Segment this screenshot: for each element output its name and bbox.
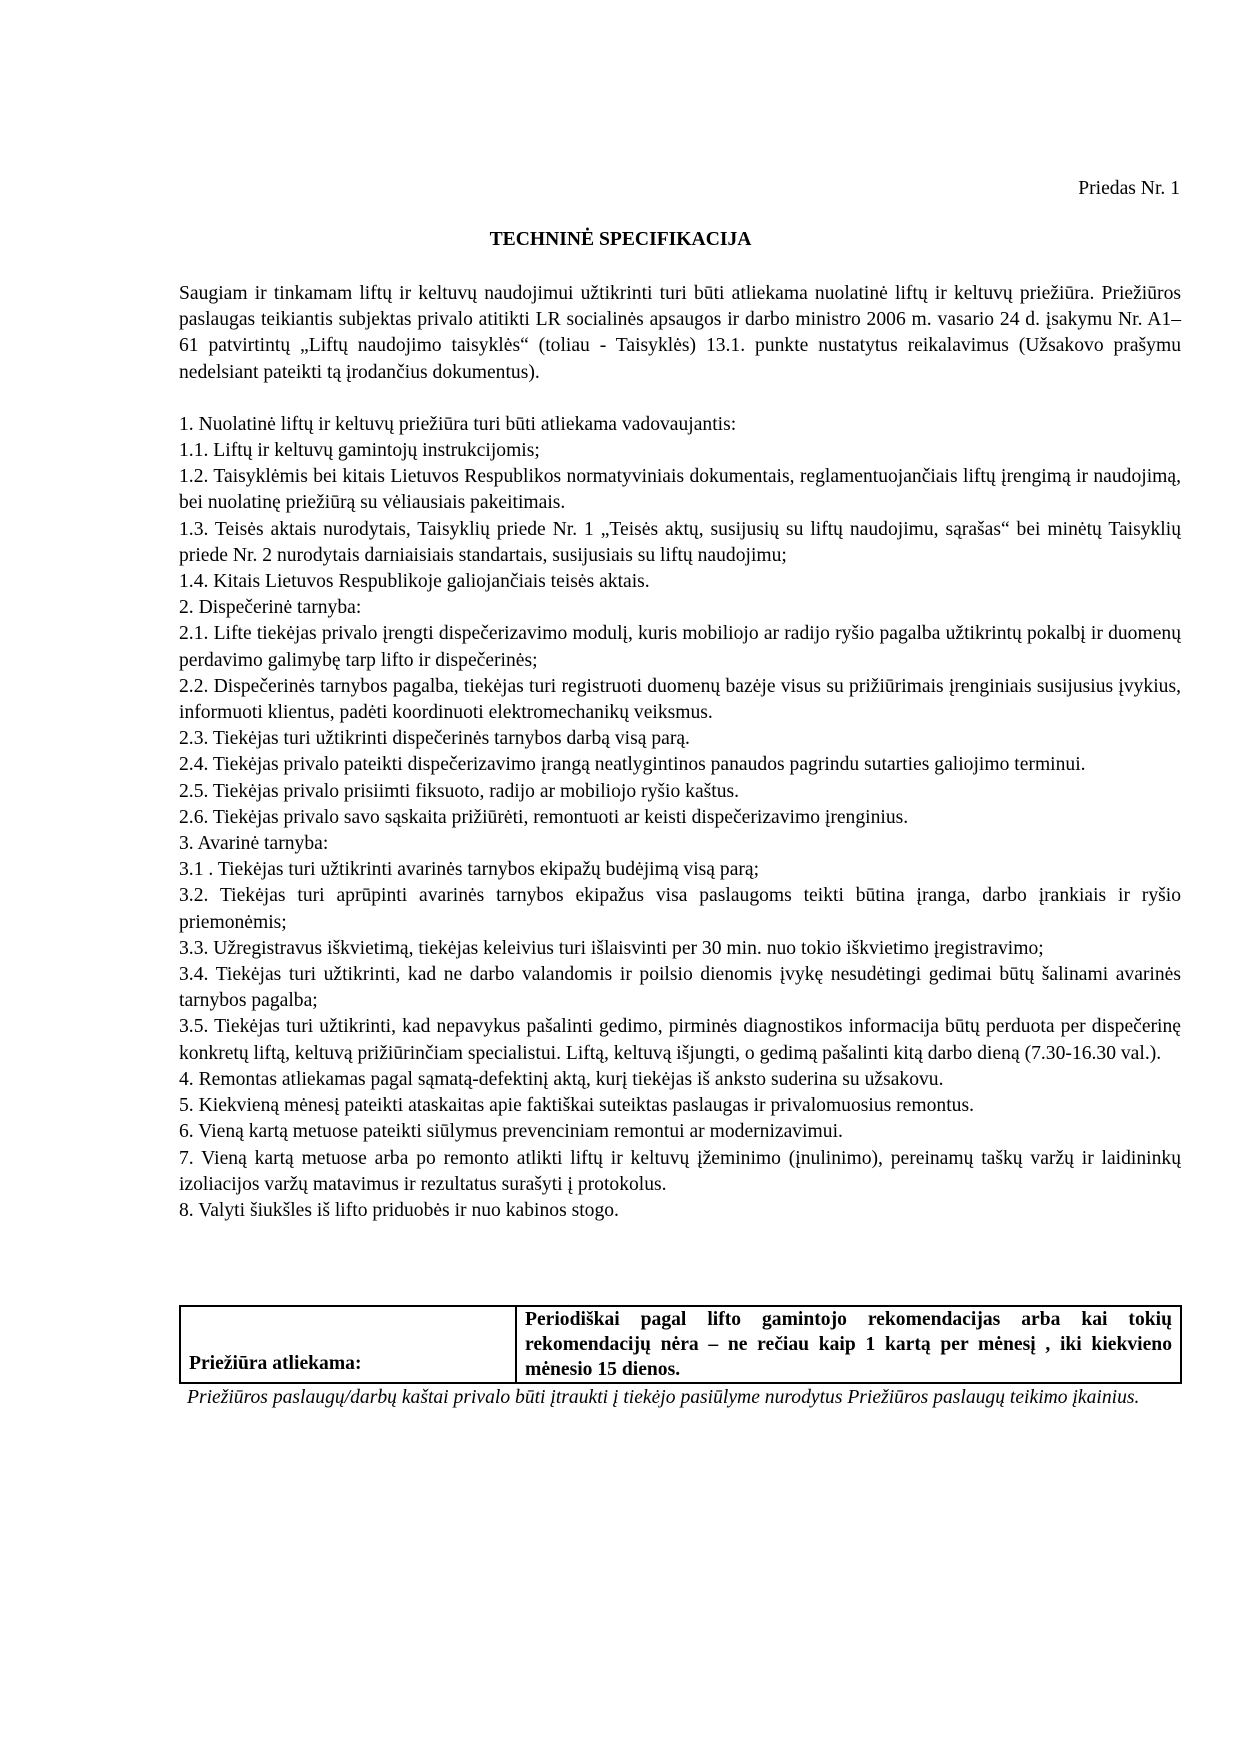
- list-item: 3.3. Užregistravus iškvietimą, tiekėjas keleivius turi išlaisvinti per 30 min. nuo tokio iškvietimo įregistravimo;: [179, 937, 1044, 959]
- list-item: 1.3. Teisės aktais nurodytais, Taisyklių priede Nr. 1 „Teisės aktų, susijusių su liftų naudojimu, sąrašas“ bei minėtų Taisyklių priede Nr. 2 nurodytais darniaisiais standartais, susijusiais su liftų naudojimu;: [179, 518, 1181, 566]
- maintenance-table: [179, 1305, 1182, 1384]
- list-item: 8. Valyti šiukšles iš lifto priduobės ir nuo kabinos stogo.: [179, 1199, 619, 1221]
- list-item: 3.5. Tiekėjas turi užtikrinti, kad nepavykus pašalinti gedimo, pirminės diagnostikos informacija būtų perduota per dispečerinę konkretų liftą, keltuvą prižiūrinčiam specialistui. Liftą, keltuvą išjungti, o gedimą pašalinti kitą darbo dieną (7.30-16.30 val.).: [179, 1016, 1181, 1064]
- table-value: Periodiškai pagal lifto gamintojo rekomendacijas arba kai tokių rekomendacijų nėra – ne rečiau kaip 1 kartą per mėnesį , iki kiekvieno mėnesio 15 dienos.: [516, 1306, 1181, 1383]
- annex-number: Priedas Nr. 1: [1078, 178, 1180, 199]
- list-item: 1.1. Liftų ir keltuvų gamintojų instrukcijomis;: [179, 440, 540, 462]
- list-item: 2.1. Lifte tiekėjas privalo įrengti dispečerizavimo modulį, kuris mobiliojo ar radijo ryšio pagalba užtikrintų pokalbį ir duomenų perdavimo galimybę tarp lifto ir dispečerinės;: [179, 623, 1181, 671]
- requirements-list: [179, 412, 1181, 1224]
- list-item: 3. Avarinė tarnyba:: [179, 833, 329, 855]
- list-item: 3.4. Tiekėjas turi užtikrinti, kad ne darbo valandomis ir poilsio dienomis įvykę nesudėtingi gedimai būtų šalinami avarinės tarnybos pagalba;: [179, 964, 1181, 1012]
- list-item: 3.1 . Tiekėjas turi užtikrinti avarinės tarnybos ekipažų budėjimą visą parą;: [179, 859, 760, 881]
- list-item: 7. Vieną kartą metuose arba po remonto atlikti liftų ir keltuvų įžeminimo (įnulinimo), pereinamų taškų varžų ir laidininkų izoliacijos varžų matavimus ir rezultatus surašyti į protokolus.: [179, 1147, 1181, 1195]
- list-item: 1.4. Kitais Lietuvos Respublikoje galiojančiais teisės aktais.: [179, 571, 650, 593]
- list-item: 2.3. Tiekėjas turi užtikrinti dispečerinės tarnybos darbą visą parą.: [179, 728, 690, 750]
- list-item: 1. Nuolatinė liftų ir keltuvų priežiūra turi būti atliekama vadovaujantis:: [179, 413, 737, 435]
- list-item: 6. Vieną kartą metuose pateikti siūlymus prevenciniam remontui ar modernizavimui.: [179, 1121, 843, 1143]
- list-item: 2. Dispečerinė tarnyba:: [179, 597, 362, 619]
- document-body: [179, 281, 1181, 1224]
- list-item: 3.2. Tiekėjas turi aprūpinti avarinės tarnybos ekipažus visa paslaugoms teikti būtina įranga, darbo įrankiais ir ryšio priemonėmis;: [179, 885, 1181, 933]
- list-item: 2.4. Tiekėjas privalo pateikti dispečerizavimo įrangą neatlygintinos panaudos pagrindu sutarties galiojimo terminui.: [179, 754, 1086, 776]
- table-label: Priežiūra atliekama:: [180, 1306, 516, 1383]
- cost-note: Priežiūros paslaugų/darbų kaštai privalo būti įtraukti į tiekėjo pasiūlyme nurodytus Priežiūros paslaugų teikimo įkainius.: [187, 1387, 1140, 1408]
- list-item: 2.5. Tiekėjas privalo prisiimti fiksuoto, radijo ar mobiliojo ryšio kaštus.: [179, 780, 740, 802]
- list-item: 4. Remontas atliekamas pagal sąmatą-defektinį aktą, kurį tiekėjas iš anksto suderina su užsakovu.: [179, 1068, 944, 1090]
- list-item: 1.2. Taisyklėmis bei kitais Lietuvos Respublikos normatyviniais dokumentais, reglamentuojančiais liftų įrengimą ir naudojimą, bei nuolatinę priežiūrą su vėliausiais pakeitimais.: [179, 466, 1181, 514]
- table-row: [180, 1306, 1181, 1383]
- document-title: TECHNINĖ SPECIFIKACIJA: [489, 229, 752, 250]
- list-item: 2.2. Dispečerinės tarnybos pagalba, tiekėjas turi registruoti duomenų bazėje visus su prižiūrimais įrenginiais susijusius įvykius, informuoti klientus, padėti koordinuoti elektromechanikų veiksmus.: [179, 675, 1181, 724]
- list-item: 5. Kiekvieną mėnesį pateikti ataskaitas apie faktiškai suteiktas paslaugas ir privalomuosius remontus.: [179, 1095, 974, 1117]
- intro-paragraph: Saugiam ir tinkamam liftų ir keltuvų naudojimui užtikrinti turi būti atliekama nuolatinė liftų ir keltuvų priežiūra. Priežiūros paslaugas teikiantis subjektas privalo atitikti LR socialinės apsaugos ir darbo ministro 2006 m. vasario 24 d. įsakymu Nr. A1– 61 patvirtintų „Liftų naudojimo taisyklės“ (toliau - Taisyklės) 13.1. punkte nustatytus reikalavimus (Užsakovo prašymu nedelsiant pateikti tą įrodančius dokumentus).: [179, 283, 1181, 383]
- list-item: 2.6. Tiekėjas privalo savo sąskaita prižiūrėti, remontuoti ar keisti dispečerizavimo įrenginius.: [179, 806, 909, 828]
